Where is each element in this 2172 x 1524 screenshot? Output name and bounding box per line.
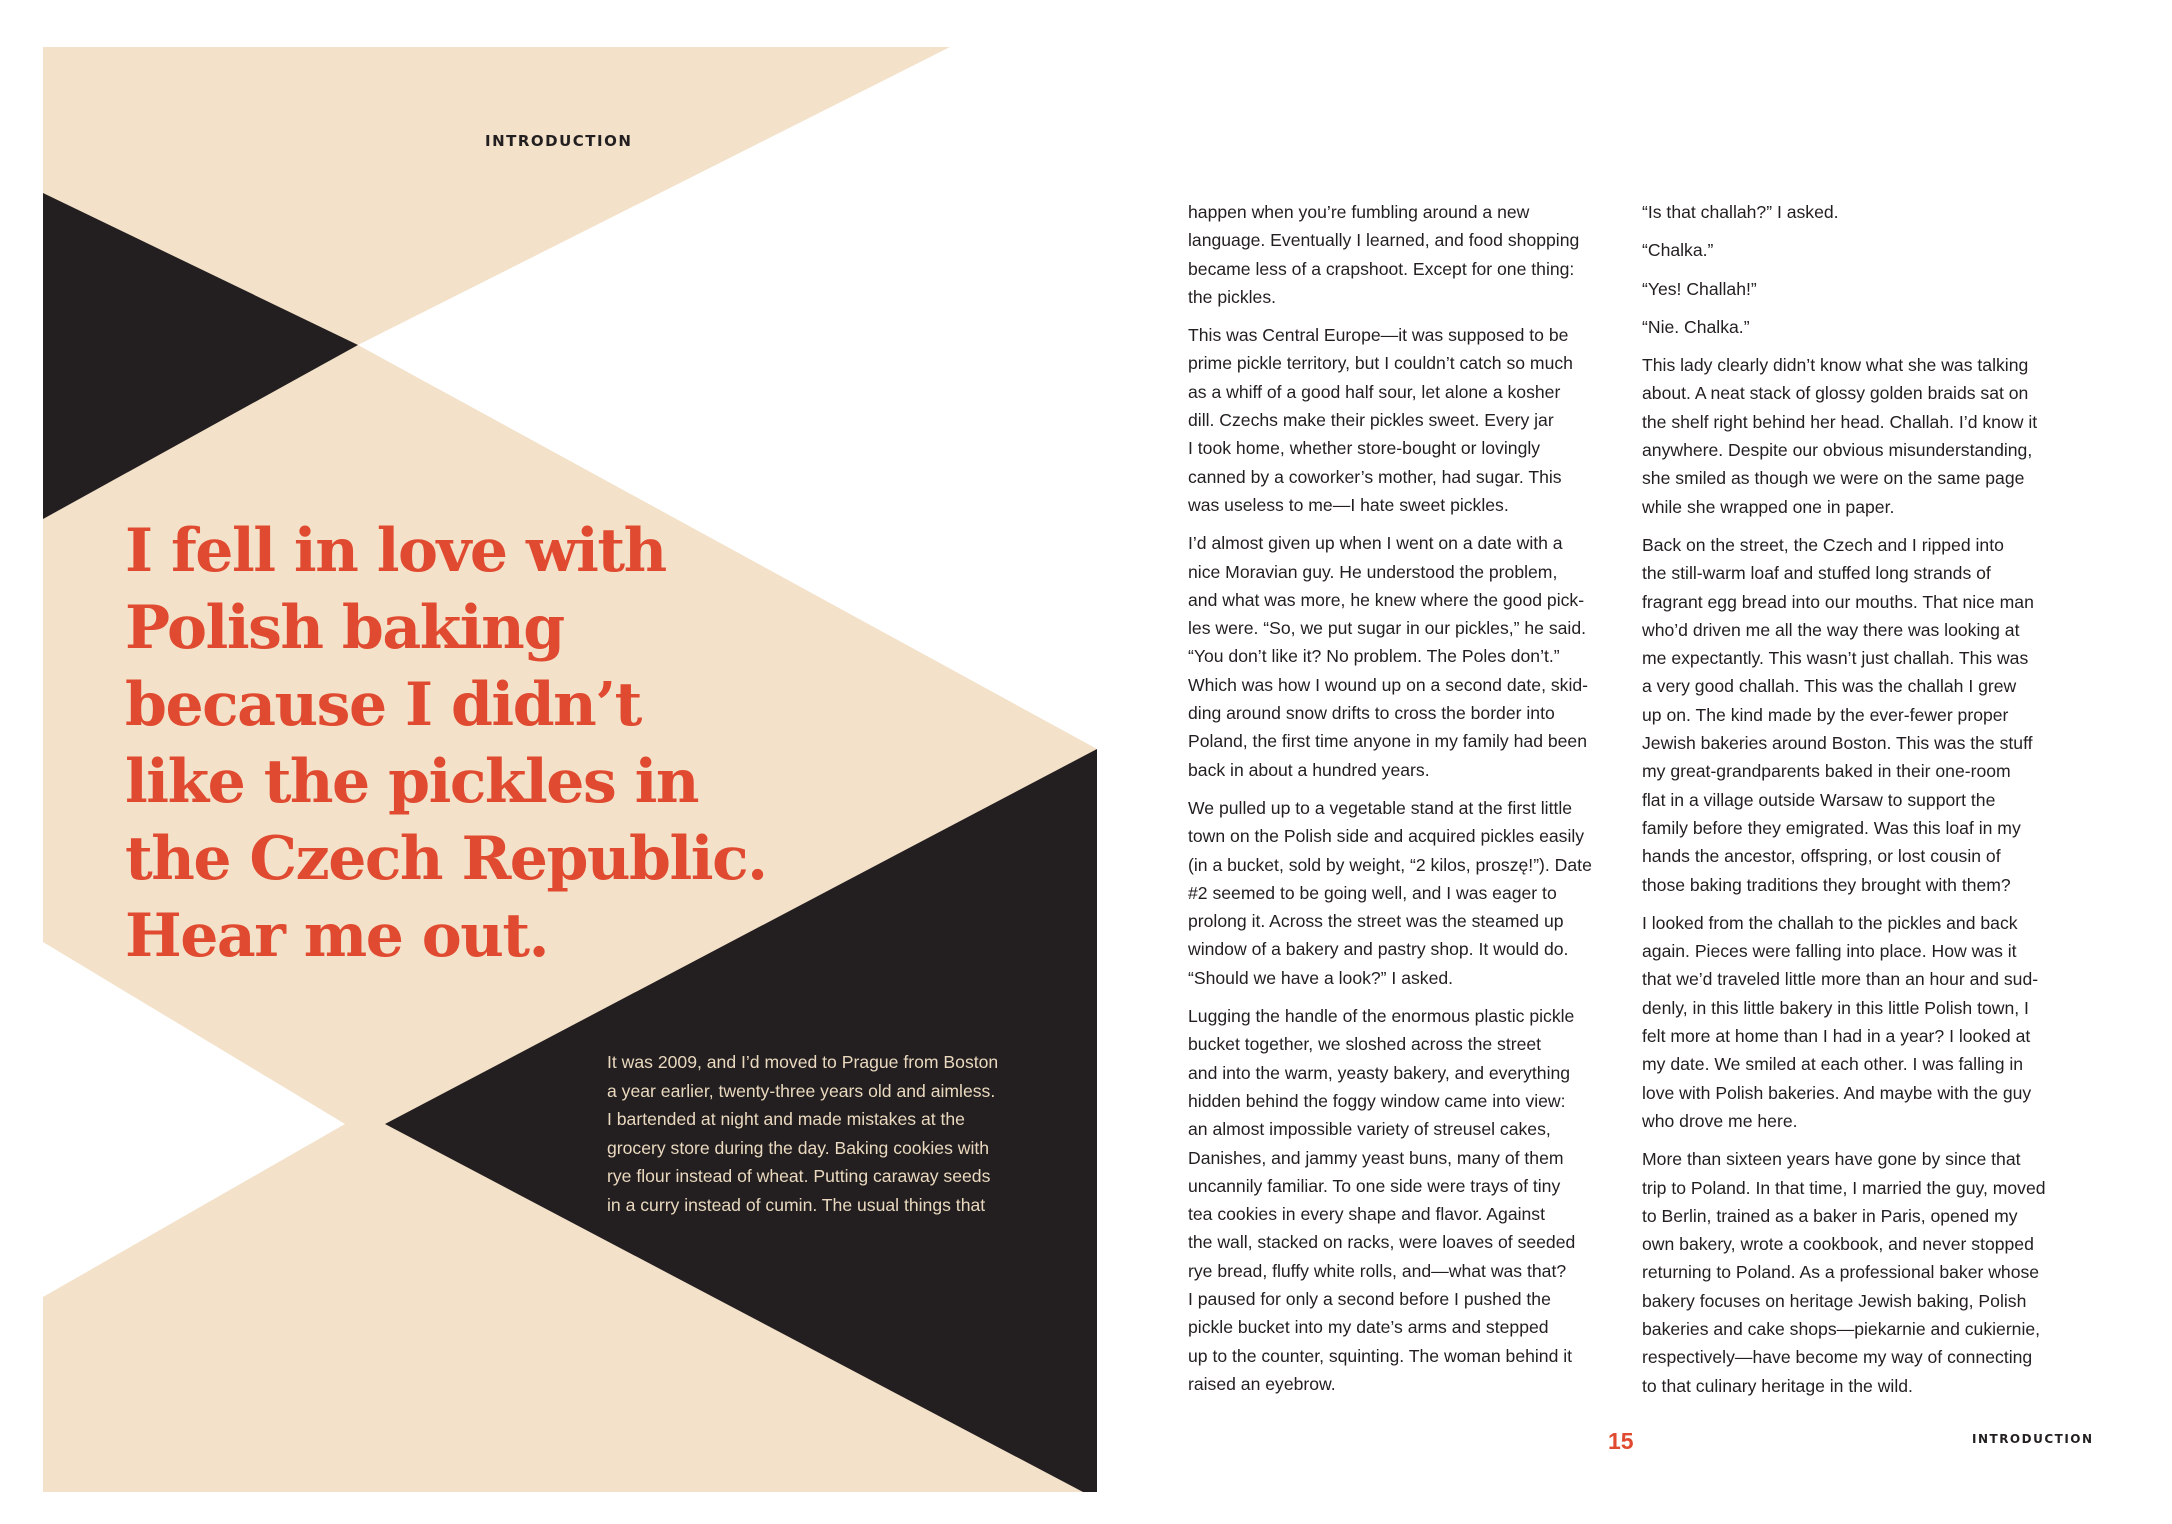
body-line: “You don’t like it? No problem. The Poles don’t.” bbox=[1188, 646, 1560, 667]
body-line: town on the Polish side and acquired pickles easily bbox=[1188, 826, 1585, 847]
body-paragraph bbox=[1188, 198, 1618, 311]
body-line: nice Moravian guy. He understood the problem, bbox=[1188, 561, 1558, 582]
body-paragraph bbox=[1642, 275, 2072, 303]
body-line: that we’d traveled little more than an hour and sud- bbox=[1642, 969, 2039, 990]
body-line: felt more at home than I had in a year? I looked at bbox=[1642, 1026, 2031, 1047]
body-line: returning to Poland. As a professional baker whose bbox=[1642, 1262, 2040, 1283]
body-line: “Yes! Challah!” bbox=[1642, 278, 1757, 299]
body-line: “Is that challah?” I asked. bbox=[1642, 202, 1839, 222]
headline-line: the Czech Republic. bbox=[125, 824, 767, 894]
text-column-right bbox=[1642, 198, 2072, 1410]
body-line: pickle bucket into my date’s arms and stepped bbox=[1188, 1317, 1549, 1338]
body-line: my date. We smiled at each other. I was falling in bbox=[1642, 1054, 2024, 1075]
body-line: those baking traditions they brought with them? bbox=[1642, 874, 2011, 895]
body-line: #2 seemed to be going well, and I was eager to bbox=[1188, 882, 1557, 903]
body-paragraph bbox=[1188, 794, 1618, 992]
intro-line: in a curry instead of cumin. The usual things that bbox=[607, 1194, 986, 1215]
body-line: Jewish bakeries around Boston. This was the stuff bbox=[1642, 733, 2033, 754]
body-paragraph bbox=[1642, 198, 2072, 226]
body-line: I paused for only a second before I pushed the bbox=[1188, 1288, 1551, 1309]
headline bbox=[125, 513, 885, 975]
body-line: to Berlin, trained as a baker in Paris, opened my bbox=[1642, 1205, 2018, 1226]
body-line: les were. “So, we put sugar in our pickles,” he said. bbox=[1188, 618, 1586, 639]
body-line: bakery focuses on heritage Jewish baking, Polish bbox=[1642, 1290, 2027, 1311]
body-line: fragrant egg bread into our mouths. That nice man bbox=[1642, 591, 2034, 612]
headline-line: I fell in love with bbox=[125, 516, 666, 586]
body-line: my great-grandparents baked in their one-room bbox=[1642, 761, 2011, 782]
body-line: the wall, stacked on racks, were loaves of seeded bbox=[1188, 1232, 1576, 1253]
body-line: I took home, whether store-bought or lovingly bbox=[1188, 438, 1541, 459]
body-line: own bakery, wrote a cookbook, and never stopped bbox=[1642, 1234, 2034, 1255]
body-line: prime pickle territory, but I couldn’t catch so much bbox=[1188, 353, 1573, 374]
body-line: hidden behind the foggy window came into view: bbox=[1188, 1090, 1566, 1111]
body-line: window of a bakery and pastry shop. It would do. bbox=[1188, 939, 1569, 960]
body-line: rye bread, fluffy white rolls, and—what was that? bbox=[1188, 1260, 1567, 1281]
body-line: as a whiff of a good half sour, let alone a kosher bbox=[1188, 381, 1561, 402]
body-line: This was Central Europe—it was supposed to be bbox=[1188, 325, 1569, 346]
body-line: up on. The kind made by the ever-fewer proper bbox=[1642, 704, 2009, 725]
headline-line: because I didn’t bbox=[125, 670, 641, 740]
body-line: I’d almost given up when I went on a date with a bbox=[1188, 533, 1563, 554]
body-line: (in a bucket, sold by weight, “2 kilos, proszę!”). Date bbox=[1188, 854, 1592, 875]
body-line: and what was more, he knew where the good pick- bbox=[1188, 589, 1585, 610]
body-line: happen when you’re fumbling around a new bbox=[1188, 202, 1530, 222]
body-paragraph bbox=[1188, 321, 1618, 519]
body-line: again. Pieces were falling into place. How was it bbox=[1642, 941, 2017, 962]
body-line: bakeries and cake shops—piekarnie and cukiernie, bbox=[1642, 1318, 2041, 1339]
left-page bbox=[43, 47, 1097, 1492]
body-line: Which was how I wound up on a second date, skid- bbox=[1188, 674, 1588, 695]
body-line: to that culinary heritage in the wild. bbox=[1642, 1375, 1913, 1396]
body-line: “Should we have a look?” I asked. bbox=[1188, 967, 1454, 988]
body-line: anywhere. Despite our obvious misunderstanding, bbox=[1642, 440, 2033, 461]
body-line: This lady clearly didn’t know what she was talking bbox=[1642, 355, 2029, 376]
body-line: was useless to me—I hate sweet pickles. bbox=[1188, 494, 1509, 515]
body-line: Lugging the handle of the enormous plastic pickle bbox=[1188, 1006, 1575, 1027]
body-paragraph bbox=[1642, 1145, 2072, 1400]
body-line: a very good challah. This was the challah I grew bbox=[1642, 676, 2017, 697]
body-line: up to the counter, squinting. The woman behind it bbox=[1188, 1345, 1573, 1366]
body-line: canned by a coworker’s mother, had sugar. This bbox=[1188, 466, 1562, 487]
body-line: the still-warm loaf and stuffed long strands of bbox=[1642, 563, 1991, 584]
body-line: hands the ancestor, offspring, or lost cousin of bbox=[1642, 846, 2001, 867]
body-line: the shelf right behind her head. Challah. I’d know it bbox=[1642, 411, 2038, 432]
body-line: ding around snow drifts to cross the border into bbox=[1188, 703, 1555, 724]
body-paragraph bbox=[1642, 313, 2072, 341]
body-line: bucket together, we sloshed across the street bbox=[1188, 1034, 1542, 1055]
intro-line: a year earlier, twenty-three years old and aimless. bbox=[607, 1080, 996, 1101]
body-paragraph bbox=[1188, 1002, 1618, 1398]
body-line: respectively—have become my way of connecting bbox=[1642, 1347, 2033, 1368]
headline-line: Polish baking bbox=[125, 593, 564, 663]
body-line: I looked from the challah to the pickles and back bbox=[1642, 912, 2018, 933]
headline-line: like the pickles in bbox=[125, 747, 699, 817]
body-line: back in about a hundred years. bbox=[1188, 759, 1430, 780]
body-paragraph bbox=[1188, 529, 1618, 784]
body-line: More than sixteen years have gone by since that bbox=[1642, 1149, 2021, 1170]
body-line: an almost impossible variety of streusel cakes, bbox=[1188, 1119, 1551, 1140]
body-line: and into the warm, yeasty bakery, and everything bbox=[1188, 1062, 1571, 1083]
body-line: became less of a crapshoot. Except for one thing: bbox=[1188, 258, 1575, 279]
body-line: uncannily familiar. To one side were trays of tiny bbox=[1188, 1175, 1561, 1196]
body-paragraph bbox=[1642, 236, 2072, 264]
body-line: “Nie. Chalka.” bbox=[1642, 316, 1750, 337]
intro-line: rye flour instead of wheat. Putting caraway seeds bbox=[607, 1166, 991, 1187]
body-line: while she wrapped one in paper. bbox=[1642, 496, 1895, 517]
body-line: me expectantly. This wasn’t just challah. This was bbox=[1642, 648, 2029, 669]
body-line: prolong it. Across the street was the steamed up bbox=[1188, 911, 1564, 932]
section-label: INTRODUCTION bbox=[485, 132, 633, 150]
body-paragraph bbox=[1642, 909, 2072, 1135]
body-line: family before they emigrated. Was this loaf in my bbox=[1642, 817, 2021, 838]
body-line: trip to Poland. In that time, I married the guy, moved bbox=[1642, 1177, 2046, 1198]
footer-section-label: INTRODUCTION bbox=[1972, 1432, 2094, 1446]
intro-line: grocery store during the day. Baking cookies with bbox=[607, 1137, 990, 1158]
body-line: denly, in this little bakery in this little Polish town, I bbox=[1642, 997, 2029, 1018]
body-line: We pulled up to a vegetable stand at the first little bbox=[1188, 797, 1573, 818]
body-line: language. Eventually I learned, and food shopping bbox=[1188, 230, 1580, 251]
body-line: Poland, the first time anyone in my family had been bbox=[1188, 731, 1588, 752]
body-line: Danishes, and jammy yeast buns, many of them bbox=[1188, 1147, 1564, 1168]
body-line: she smiled as though we were on the same page bbox=[1642, 468, 2025, 489]
body-line: “Chalka.” bbox=[1642, 240, 1714, 261]
body-line: love with Polish bakeries. And maybe with the guy bbox=[1642, 1082, 2032, 1103]
body-line: about. A neat stack of glossy golden braids sat on bbox=[1642, 383, 2029, 404]
body-line: who’d driven me all the way there was looking at bbox=[1642, 619, 2020, 640]
body-line: raised an eyebrow. bbox=[1188, 1373, 1336, 1394]
body-paragraph bbox=[1642, 351, 2072, 521]
body-line: who drove me here. bbox=[1642, 1110, 1798, 1131]
intro-line: I bartended at night and made mistakes at the bbox=[607, 1109, 965, 1130]
page-number: 15 bbox=[1608, 1428, 1634, 1454]
headline-line: Hear me out. bbox=[125, 901, 549, 971]
body-line: tea cookies in every shape and flavor. Against bbox=[1188, 1204, 1545, 1225]
body-line: flat in a village outside Warsaw to support the bbox=[1642, 789, 1996, 810]
intro-paragraph bbox=[607, 1048, 1027, 1220]
body-paragraph bbox=[1642, 531, 2072, 899]
intro-line: It was 2009, and I’d moved to Prague from Boston bbox=[607, 1052, 999, 1072]
body-line: dill. Czechs make their pickles sweet. Every jar bbox=[1188, 410, 1554, 431]
body-line: Back on the street, the Czech and I ripped into bbox=[1642, 534, 2004, 555]
body-line: the pickles. bbox=[1188, 286, 1277, 307]
text-column-middle bbox=[1188, 198, 1618, 1408]
